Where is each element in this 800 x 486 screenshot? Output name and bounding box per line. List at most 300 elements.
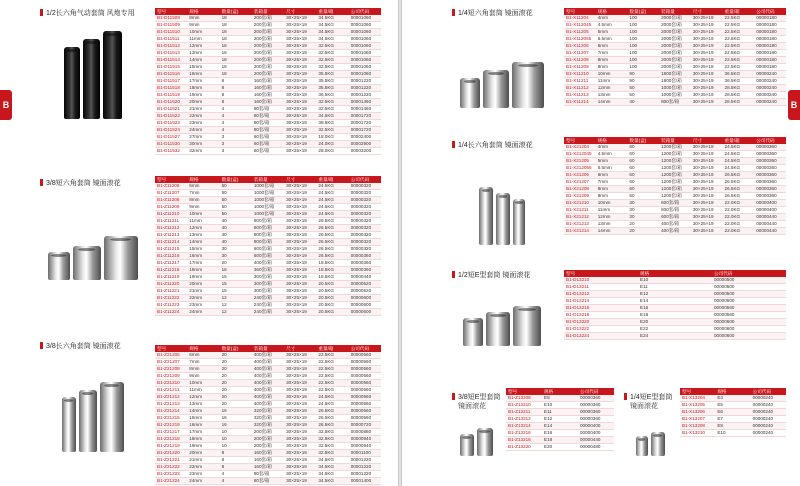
table-cell: 8mm	[187, 197, 219, 204]
table-cell: 2000套/箱	[659, 64, 691, 71]
table-cell: 100	[627, 22, 659, 29]
section-title-38-long-hex: 3/8长六角套筒 镜面滚花	[40, 341, 121, 351]
table-cell: 30×25×19	[284, 57, 316, 64]
table-row	[155, 295, 381, 302]
table-cell: 100	[627, 43, 659, 50]
table-cell: 22.5KG	[316, 359, 348, 366]
table-cell: 1200套/箱	[659, 179, 691, 186]
table-cell: 30×25×19	[284, 43, 316, 50]
table-cell: B1-D11509	[155, 22, 187, 29]
table-cell: 26.5KG	[316, 225, 348, 232]
table-cell: 32.5KG	[316, 50, 348, 57]
table-row	[155, 22, 381, 29]
table-cell: 100	[627, 36, 659, 43]
table-cell: 30×25×19	[284, 64, 316, 71]
table-cell: 30×25×19	[284, 92, 316, 99]
spec-table-38-e-type	[506, 388, 614, 451]
column-header: 型号	[155, 8, 187, 15]
table-row	[564, 193, 786, 200]
table-cell: 00000180	[754, 22, 786, 29]
table-cell: 00000480	[578, 444, 614, 451]
table-cell: 00000180	[754, 15, 786, 22]
table-cell: 30×25×19	[284, 141, 316, 148]
table-cell: 60套/箱	[252, 134, 284, 141]
table-cell: 30×25×19	[284, 148, 316, 155]
table-cell: 26.5KG	[316, 253, 348, 260]
column-header: 尺寸	[691, 8, 723, 15]
table-cell: 12mm	[596, 214, 628, 221]
table-cell: 7mm	[596, 179, 628, 186]
table-cell: 3	[220, 134, 252, 141]
table-row	[155, 478, 381, 485]
table-cell: B1-Z13216	[506, 430, 542, 437]
table-row	[564, 99, 786, 106]
product-image-12-e-sockets	[452, 290, 552, 346]
table-cell: 7mm	[187, 359, 219, 366]
table-cell: B1-X11210	[564, 71, 596, 78]
table-cell: 15	[220, 274, 252, 281]
table-cell: 8	[220, 92, 252, 99]
table-cell: 200套/箱	[252, 22, 284, 29]
table-cell: 00000320	[349, 183, 381, 190]
table-cell: 00000360	[754, 179, 786, 186]
table-cell: 30×25×19	[284, 239, 316, 246]
table-cell: 00001220	[349, 464, 381, 471]
table-cell: 26.5KG	[723, 193, 755, 200]
table-cell: 2000套/箱	[659, 29, 691, 36]
table-cell: 20	[220, 260, 252, 267]
table-row	[564, 284, 786, 291]
table-cell: B1-Z11222	[155, 295, 187, 302]
table-cell: 11mm	[596, 207, 628, 214]
table-cell: B1-D11511	[155, 36, 187, 43]
table-cell: B1-Z21212	[155, 394, 187, 401]
table-cell: 30×25×19	[284, 443, 316, 450]
table-cell: B1-D11519	[155, 92, 187, 99]
column-header: 重量/箱	[316, 8, 348, 15]
table-cell: 4	[220, 478, 252, 485]
table-cell: B1-X212055	[564, 165, 596, 172]
table-row	[155, 359, 381, 366]
table-cell: B1-X13205	[680, 402, 715, 409]
table-cell: B1-Z21223	[155, 471, 187, 478]
table-cell: 18	[220, 71, 252, 78]
table-cell: 10	[220, 429, 252, 436]
table-cell: 00000560	[349, 408, 381, 415]
table-cell: 32.5KG	[316, 99, 348, 106]
column-header: 重量/箱	[723, 8, 755, 15]
table-cell: 22.5KG	[723, 50, 755, 57]
table-row	[564, 291, 786, 298]
table-cell: B1-X11207	[564, 50, 596, 57]
table-row	[155, 85, 381, 92]
table-row	[155, 78, 381, 85]
table-row	[155, 127, 381, 134]
catalog-page-right	[402, 0, 800, 486]
table-cell: B1-X11211	[564, 78, 596, 85]
section-tab-right[interactable]: B	[788, 90, 800, 120]
table-cell: 30×25×19	[284, 50, 316, 57]
column-header: 尺寸	[284, 345, 316, 352]
table-cell: 00000440	[578, 437, 614, 444]
table-cell: 20.5KG	[316, 295, 348, 302]
table-cell: 14mm	[187, 57, 219, 64]
table-cell: 30×25×19	[284, 302, 316, 309]
table-cell: B1-D11532	[155, 148, 187, 155]
table-row	[155, 211, 381, 218]
table-row	[155, 281, 381, 288]
table-cell: B1-D11512	[155, 43, 187, 50]
table-row	[155, 253, 381, 260]
table-cell: 60套/箱	[252, 141, 284, 148]
table-cell: 34.5KG	[316, 457, 348, 464]
table-cell: 30×25×19	[284, 211, 316, 218]
table-cell: 24.0KG	[316, 141, 348, 148]
column-header: 规格	[596, 137, 628, 144]
table-cell: B1-Z13214	[506, 423, 542, 430]
table-cell: 8	[220, 450, 252, 457]
table-cell: 32.5KG	[316, 64, 348, 71]
table-cell: 10mm	[187, 211, 219, 218]
table-cell: 6mm	[187, 183, 219, 190]
table-cell: B1-Z11215	[155, 246, 187, 253]
table-cell: 30×25×19	[284, 274, 316, 281]
table-cell: 00001400	[349, 478, 381, 485]
table-cell: B1-X11204	[564, 15, 596, 22]
table-cell: B1-X21206	[564, 172, 596, 179]
table-row	[564, 172, 786, 179]
table-row	[155, 113, 381, 120]
table-cell: 13mm	[187, 232, 219, 239]
table-cell: 00000320	[349, 211, 381, 218]
table-cell: B1-Z21220	[155, 450, 187, 457]
table-cell: 00000320	[349, 218, 381, 225]
table-cell: 00000240	[754, 85, 786, 92]
table-cell: 20mm	[187, 99, 219, 106]
table-cell: 00000560	[349, 415, 381, 422]
table-cell: 24.5KG	[723, 158, 755, 165]
table-cell: 00001220	[349, 78, 381, 85]
table-cell: 200套/箱	[252, 443, 284, 450]
table-cell: 00002400	[349, 134, 381, 141]
table-cell: 00000560	[349, 401, 381, 408]
table-cell: B1-X13206	[680, 409, 715, 416]
table-cell: 32.5KG	[316, 43, 348, 50]
table-cell: 8	[220, 457, 252, 464]
table-cell: 18mm	[187, 436, 219, 443]
table-cell: 00000500	[712, 284, 786, 291]
table-cell: E10	[638, 277, 712, 284]
table-cell: 28.5KG	[723, 92, 755, 99]
table-cell: 27mm	[187, 134, 219, 141]
table-row	[564, 151, 786, 158]
table-cell: 00000520	[349, 281, 381, 288]
table-cell: 5.5mm	[596, 36, 628, 43]
table-cell: 8	[220, 85, 252, 92]
table-cell: 22.5KG	[723, 22, 755, 29]
table-cell: 00000880	[349, 429, 381, 436]
column-header: 数量(盒)	[627, 137, 659, 144]
table-cell: 36.5KG	[316, 92, 348, 99]
table-cell: 26.5KG	[316, 246, 348, 253]
table-cell: 30	[627, 207, 659, 214]
table-cell: 30×25×19	[691, 200, 723, 207]
table-cell: 240套/箱	[252, 302, 284, 309]
table-cell: 8mm	[596, 57, 628, 64]
table-row	[564, 186, 786, 193]
table-cell: 30×25×19	[284, 127, 316, 134]
table-cell: 36.5KG	[723, 78, 755, 85]
table-cell: 30×25×19	[284, 408, 316, 415]
table-cell: 00001060	[349, 64, 381, 71]
table-cell: B1-X21204	[564, 144, 596, 151]
table-cell: 34.5KG	[316, 36, 348, 43]
table-cell: 11mm	[187, 387, 219, 394]
table-cell: 00000560	[349, 359, 381, 366]
table-cell: 50	[220, 190, 252, 197]
table-cell: 00000360	[349, 267, 381, 274]
table-cell: 10	[220, 443, 252, 450]
column-header: 公司代码	[712, 270, 786, 277]
table-cell: E4	[715, 395, 750, 402]
table-cell: 30×25×19	[691, 57, 723, 64]
table-cell: 50	[220, 211, 252, 218]
table-cell: 11mm	[596, 78, 628, 85]
table-cell: 15mm	[187, 64, 219, 71]
table-cell: 80套/箱	[252, 478, 284, 485]
table-row	[155, 218, 381, 225]
table-cell: 60	[627, 165, 659, 172]
table-cell: 30×25×19	[691, 36, 723, 43]
table-cell: 5mm	[596, 29, 628, 36]
table-cell: 30×25×19	[691, 15, 723, 22]
table-row	[564, 64, 786, 71]
table-cell: 00000560	[349, 387, 381, 394]
table-cell: B1-X13207	[680, 416, 715, 423]
table-cell: 26.5KG	[316, 232, 348, 239]
table-cell: 00000560	[712, 305, 786, 312]
table-row	[506, 402, 614, 409]
product-image-38-short-sockets	[40, 200, 145, 280]
table-row	[564, 158, 786, 165]
table-cell: 16mm	[187, 71, 219, 78]
table-cell: 00000240	[754, 71, 786, 78]
table-row	[680, 416, 786, 423]
table-cell: 2000套/箱	[659, 36, 691, 43]
table-cell: B1-Z21211	[155, 387, 187, 394]
table-cell: 1000套/箱	[659, 85, 691, 92]
table-cell: 30×25×19	[284, 387, 316, 394]
table-cell: 30×25×19	[691, 179, 723, 186]
table-cell: 26.5KG	[316, 422, 348, 429]
table-cell: 400套/箱	[252, 373, 284, 380]
table-row	[564, 71, 786, 78]
table-cell: 30×25×19	[691, 92, 723, 99]
table-cell: B1-Z21219	[155, 443, 187, 450]
table-cell: 19mm	[187, 443, 219, 450]
table-cell: 800套/箱	[252, 239, 284, 246]
column-header: 型号	[155, 176, 187, 183]
table-cell: 22.5KG	[316, 380, 348, 387]
table-cell: 160套/箱	[252, 78, 284, 85]
column-header: 尺寸	[691, 137, 723, 144]
table-cell: 40	[220, 225, 252, 232]
product-image-38-long-sockets	[40, 362, 145, 452]
table-cell: 20	[627, 221, 659, 228]
table-cell: 18	[220, 22, 252, 29]
table-cell: E22	[638, 326, 712, 333]
table-row	[506, 444, 614, 451]
table-cell: B1-Z11214	[155, 239, 187, 246]
table-cell: 320套/箱	[252, 408, 284, 415]
table-row	[155, 464, 381, 471]
table-cell: 30×25×19	[284, 85, 316, 92]
table-cell: B1-D11513	[155, 50, 187, 57]
column-header: 规格	[187, 176, 219, 183]
table-cell: 1200套/箱	[659, 144, 691, 151]
table-cell: 32.5KG	[316, 429, 348, 436]
table-cell: B1-X21207	[564, 179, 596, 186]
table-cell: 30×25×19	[691, 22, 723, 29]
column-header: 数量(盒)	[220, 176, 252, 183]
table-cell: 400套/箱	[252, 359, 284, 366]
table-cell: 20	[220, 401, 252, 408]
table-cell: 800套/箱	[252, 232, 284, 239]
table-cell: 24.5KG	[316, 190, 348, 197]
table-cell: 24.5KG	[316, 394, 348, 401]
table-cell: B1-X21208	[564, 186, 596, 193]
table-row	[564, 22, 786, 29]
table-cell: 400套/箱	[659, 228, 691, 235]
column-header: 规格	[187, 345, 219, 352]
table-cell: 00000360	[349, 253, 381, 260]
spec-table-14-e-type	[680, 388, 786, 437]
table-cell: 300套/箱	[252, 288, 284, 295]
table-cell: 160套/箱	[252, 457, 284, 464]
table-cell: 00000500	[712, 291, 786, 298]
table-cell: 800套/箱	[252, 218, 284, 225]
table-cell: 80套/箱	[252, 120, 284, 127]
column-header: 尺寸	[284, 8, 316, 15]
table-cell: 30×25×19	[284, 415, 316, 422]
table-row	[155, 302, 381, 309]
section-subtitle-14-e-type: 镜面滚花	[630, 403, 658, 410]
table-row	[155, 43, 381, 50]
table-row	[680, 430, 786, 437]
table-cell: 12	[220, 302, 252, 309]
table-cell: 00000240	[754, 92, 786, 99]
table-cell: B1-D11510	[155, 29, 187, 36]
table-cell: 24mm	[187, 127, 219, 134]
table-cell: E16	[542, 430, 578, 437]
table-cell: 240套/箱	[252, 295, 284, 302]
table-header-row	[564, 137, 786, 144]
table-cell: 4	[220, 106, 252, 113]
table-cell: 20	[220, 387, 252, 394]
table-cell: 400套/箱	[252, 387, 284, 394]
table-cell: 00001060	[349, 22, 381, 29]
table-cell: 00000440	[754, 214, 786, 221]
table-row	[155, 274, 381, 281]
table-cell: 20mm	[187, 450, 219, 457]
table-row	[155, 99, 381, 106]
table-cell: 00000600	[349, 295, 381, 302]
table-cell: 24.5KG	[316, 197, 348, 204]
table-cell: 30×25×19	[691, 228, 723, 235]
table-row	[564, 305, 786, 312]
table-cell: E12	[638, 291, 712, 298]
table-cell: 30×25×19	[284, 225, 316, 232]
table-header-row	[155, 345, 381, 352]
table-cell: E20	[638, 319, 712, 326]
table-row	[506, 409, 614, 416]
table-cell: 60	[627, 144, 659, 151]
table-cell: 00000600	[349, 309, 381, 316]
table-cell: 600套/箱	[659, 200, 691, 207]
column-header: 数量(盒)	[627, 8, 659, 15]
product-image-impact-sockets	[40, 24, 145, 119]
table-row	[155, 36, 381, 43]
table-cell: 30	[220, 253, 252, 260]
column-header: 公司代码	[349, 8, 381, 15]
table-cell: 160套/箱	[252, 464, 284, 471]
column-header: 型号	[564, 270, 638, 277]
table-row	[155, 394, 381, 401]
section-tab-left[interactable]: B	[0, 90, 12, 120]
table-row	[155, 204, 381, 211]
table-cell: B1-Z11213	[155, 232, 187, 239]
table-cell: 32.5KG	[316, 57, 348, 64]
table-cell: 2000套/箱	[659, 15, 691, 22]
table-cell: B1-Z11224	[155, 309, 187, 316]
table-cell: 00001060	[349, 36, 381, 43]
column-header: 规格	[542, 388, 578, 395]
section-title-38-short-hex: 3/8短六角套筒 镜面滚花	[40, 178, 121, 188]
table-row	[564, 333, 786, 340]
table-cell: 30×25×19	[284, 267, 316, 274]
table-cell: 5.5mm	[596, 165, 628, 172]
table-cell: B1-X112055	[564, 36, 596, 43]
table-cell: 21mm	[187, 457, 219, 464]
table-cell: 00000180	[754, 36, 786, 43]
table-cell: 4.5mm	[596, 151, 628, 158]
table-cell: 2000套/箱	[659, 57, 691, 64]
column-header: 规格	[187, 8, 219, 15]
table-cell: B1-X11208	[564, 57, 596, 64]
table-cell: 14mm	[187, 408, 219, 415]
table-row	[155, 134, 381, 141]
table-row	[155, 471, 381, 478]
table-cell: E18	[638, 312, 712, 319]
table-cell: 00000360	[754, 193, 786, 200]
table-cell: 3	[220, 141, 252, 148]
table-cell: 00000600	[712, 333, 786, 340]
table-cell: 15	[220, 288, 252, 295]
table-cell: 16	[220, 415, 252, 422]
table-cell: 34.5KG	[316, 22, 348, 29]
table-cell: 30×25×19	[284, 471, 316, 478]
table-cell: 30×25×19	[691, 186, 723, 193]
table-cell: 30×25×19	[691, 144, 723, 151]
table-row	[564, 221, 786, 228]
table-cell: B1-Z13208	[506, 395, 542, 402]
table-cell: 15	[220, 281, 252, 288]
table-cell: 00000240	[751, 423, 786, 430]
table-cell: 00000320	[349, 204, 381, 211]
table-cell: 30×25×19	[691, 221, 723, 228]
table-cell: 50	[220, 183, 252, 190]
table-cell: 40	[220, 232, 252, 239]
